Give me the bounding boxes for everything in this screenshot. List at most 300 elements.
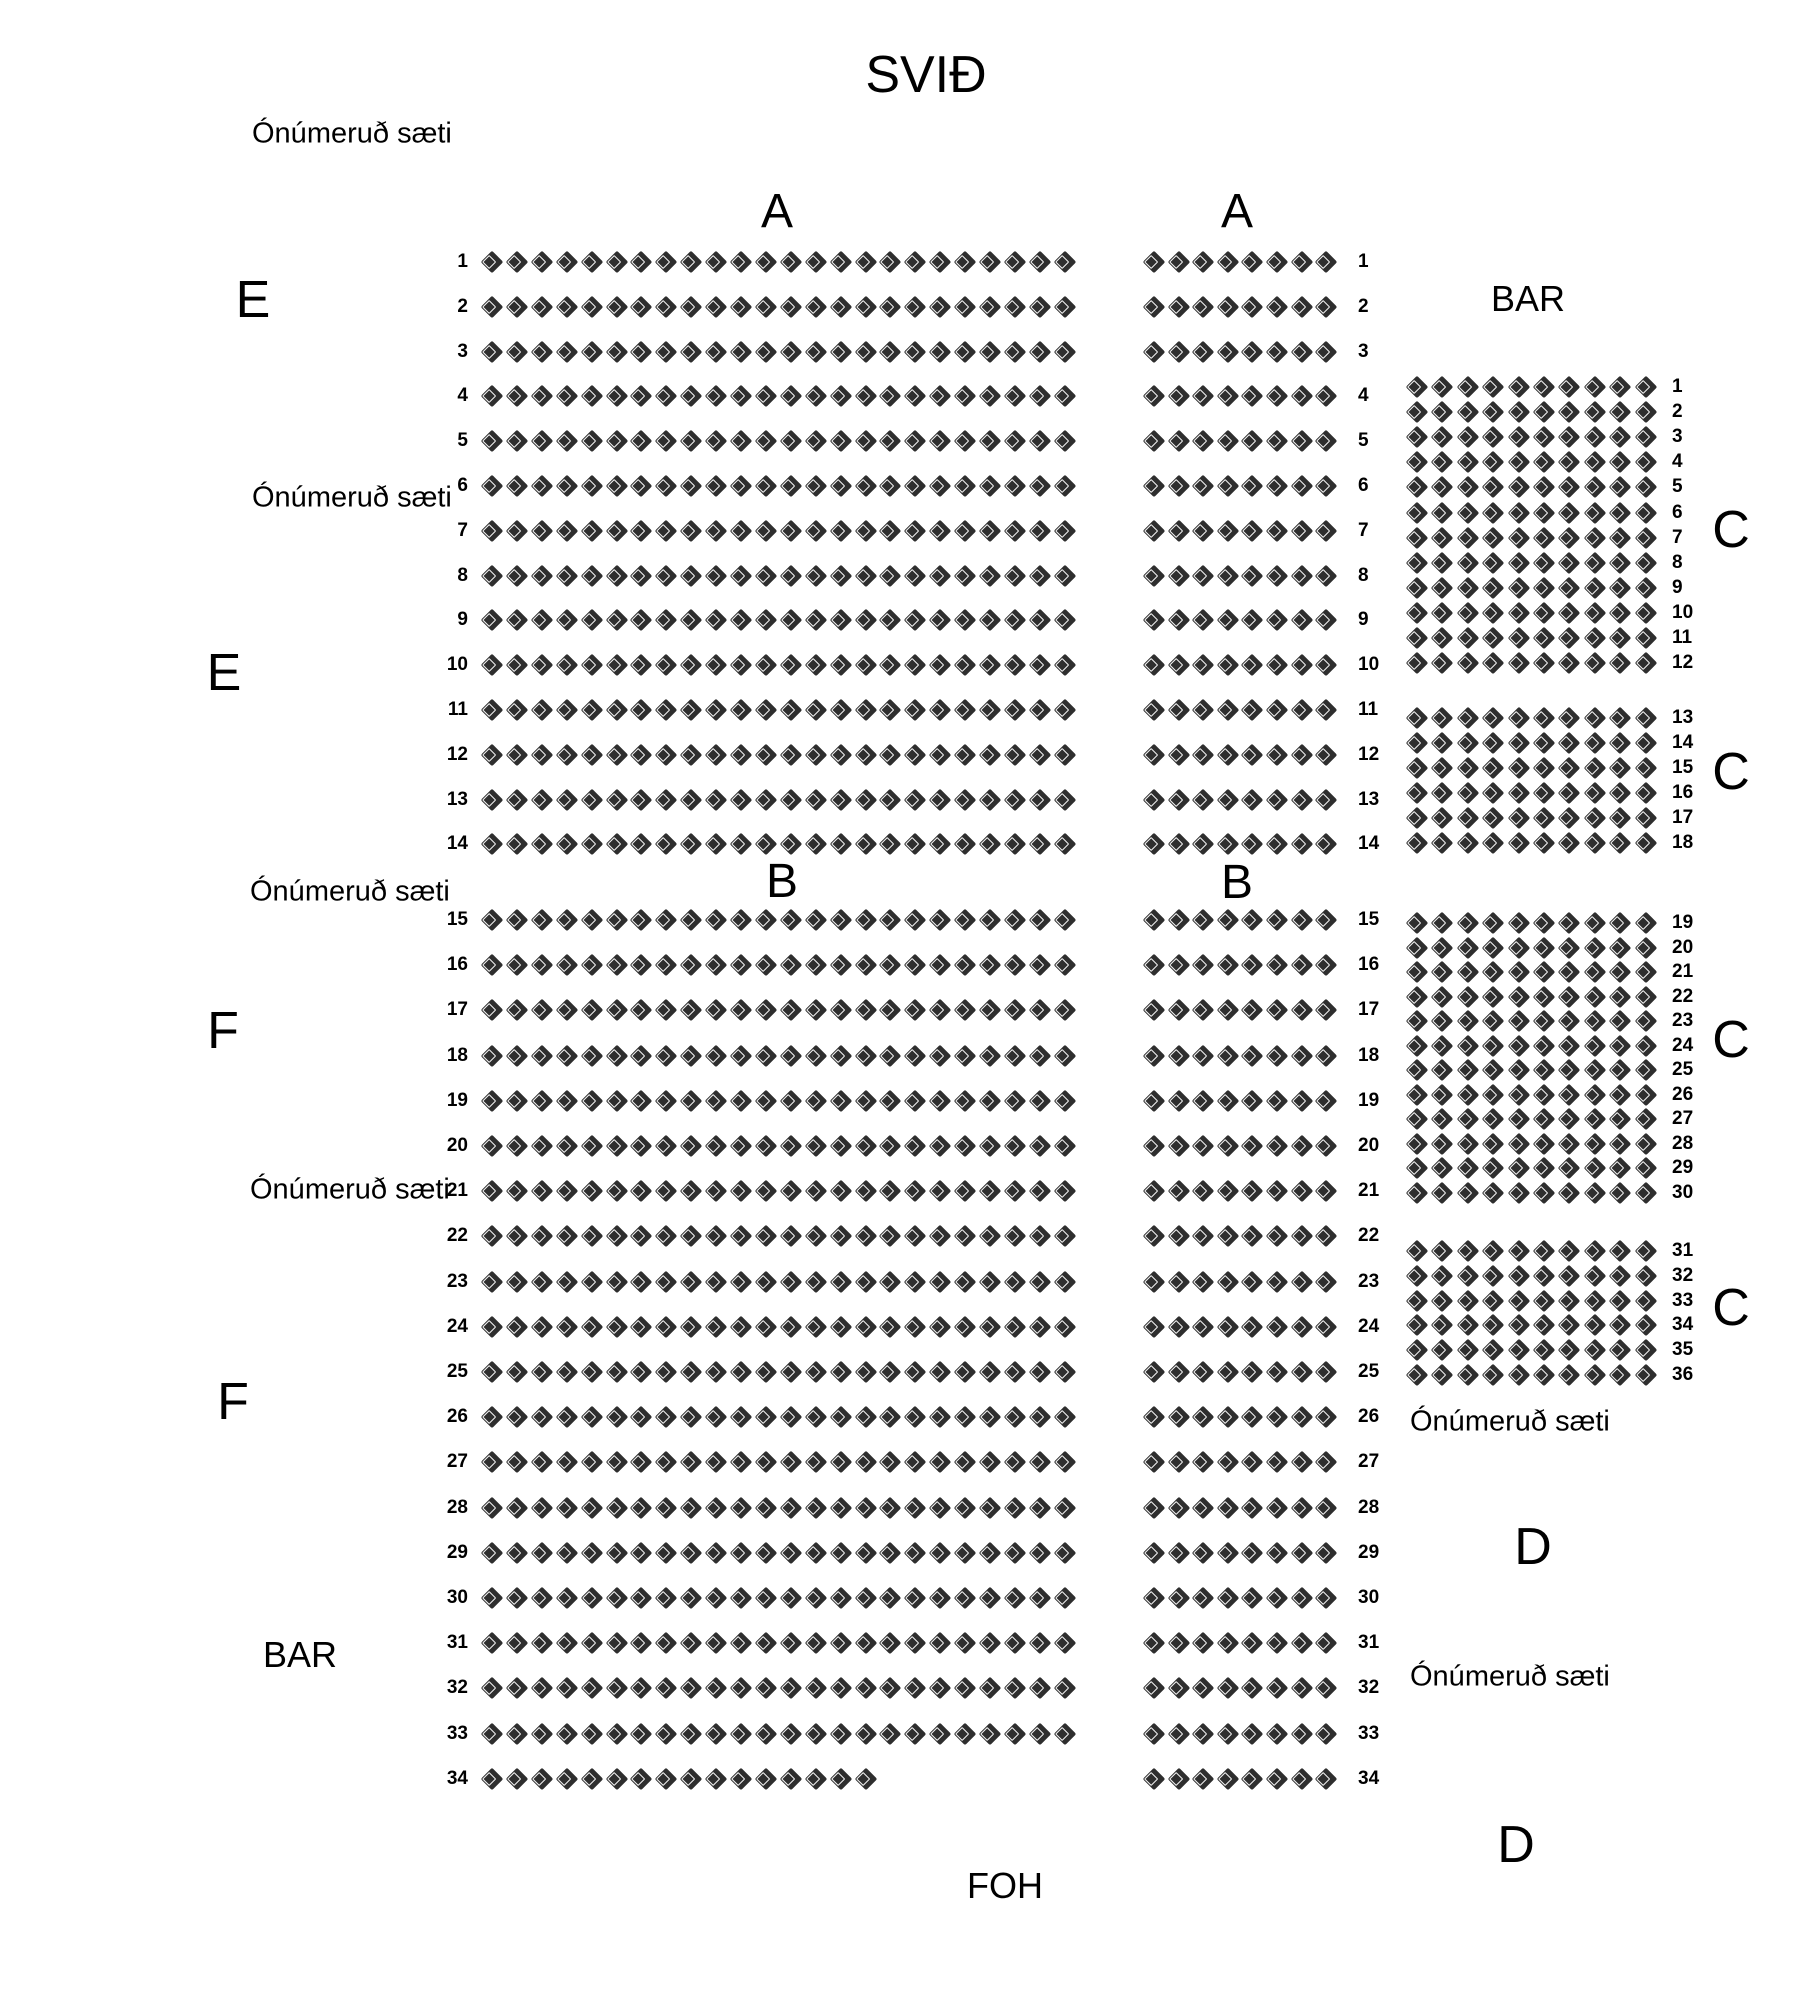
seat-AB-left-row32-6[interactable]	[605, 1677, 628, 1700]
seat-AB-left-row6-11[interactable]	[730, 475, 753, 498]
seat-C-block-1-row6-1[interactable]	[1406, 501, 1429, 524]
seat-C-block-1-row1-3[interactable]	[1456, 376, 1479, 399]
seat-AB-middle-row15-2[interactable]	[1167, 909, 1190, 932]
seat-AB-left-row1-14[interactable]	[804, 251, 827, 274]
seat-AB-left-row25-22[interactable]	[1004, 1361, 1027, 1384]
seat-C-block-3-row27-10[interactable]	[1634, 1108, 1657, 1131]
seat-AB-left-row32-3[interactable]	[530, 1677, 553, 1700]
seat-AB-left-row9-8[interactable]	[655, 609, 678, 632]
seat-AB-left-row21-1[interactable]	[481, 1180, 504, 1203]
seat-AB-left-row7-7[interactable]	[630, 519, 653, 542]
seat-C-block-1-row6-4[interactable]	[1482, 501, 1505, 524]
seat-AB-middle-row13-4[interactable]	[1216, 788, 1239, 811]
seat-AB-left-row24-4[interactable]	[555, 1315, 578, 1338]
seat-C-block-1-row7-8[interactable]	[1583, 526, 1606, 549]
seat-AB-left-row12-18[interactable]	[904, 743, 927, 766]
seat-AB-left-row30-16[interactable]	[854, 1587, 877, 1610]
seat-AB-left-row6-23[interactable]	[1028, 475, 1051, 498]
seat-AB-middle-row21-3[interactable]	[1192, 1180, 1215, 1203]
seat-C-block-3-row26-6[interactable]	[1533, 1083, 1556, 1106]
seat-AB-middle-row8-6[interactable]	[1266, 564, 1289, 587]
seat-AB-left-row28-20[interactable]	[954, 1496, 977, 1519]
seat-C-block-1-row8-10[interactable]	[1634, 551, 1657, 574]
seat-C-block-1-row6-9[interactable]	[1609, 501, 1632, 524]
seat-AB-left-row21-23[interactable]	[1028, 1180, 1051, 1203]
seat-AB-left-row23-5[interactable]	[580, 1270, 603, 1293]
seat-AB-left-row24-1[interactable]	[481, 1315, 504, 1338]
seat-AB-left-row2-23[interactable]	[1028, 295, 1051, 318]
seat-C-block-3-row21-7[interactable]	[1558, 961, 1581, 984]
seat-C-block-3-row20-2[interactable]	[1431, 936, 1454, 959]
seat-AB-middle-row27-1[interactable]	[1143, 1451, 1166, 1474]
seat-AB-left-row23-20[interactable]	[954, 1270, 977, 1293]
seat-AB-left-row19-2[interactable]	[506, 1089, 529, 1112]
seat-AB-left-row19-1[interactable]	[481, 1089, 504, 1112]
seat-C-block-3-row26-3[interactable]	[1456, 1083, 1479, 1106]
seat-C-block-4-row35-7[interactable]	[1558, 1339, 1581, 1362]
seat-C-block-2-row16-5[interactable]	[1507, 782, 1530, 805]
seat-C-block-3-row21-3[interactable]	[1456, 961, 1479, 984]
seat-AB-left-row34-4[interactable]	[555, 1767, 578, 1790]
seat-C-block-3-row22-4[interactable]	[1482, 985, 1505, 1008]
seat-C-block-3-row22-9[interactable]	[1609, 985, 1632, 1008]
seat-AB-middle-row12-6[interactable]	[1266, 743, 1289, 766]
seat-AB-left-row11-22[interactable]	[1004, 699, 1027, 722]
seat-AB-left-row18-14[interactable]	[804, 1044, 827, 1067]
seat-C-block-1-row4-5[interactable]	[1507, 451, 1530, 474]
seat-AB-left-row13-22[interactable]	[1004, 788, 1027, 811]
seat-AB-middle-row20-4[interactable]	[1216, 1135, 1239, 1158]
seat-C-block-1-row3-4[interactable]	[1482, 426, 1505, 449]
seat-C-block-4-row32-1[interactable]	[1406, 1264, 1429, 1287]
seat-AB-middle-row28-3[interactable]	[1192, 1496, 1215, 1519]
seat-AB-left-row28-1[interactable]	[481, 1496, 504, 1519]
seat-AB-left-row33-21[interactable]	[979, 1722, 1002, 1745]
seat-AB-left-row29-8[interactable]	[655, 1541, 678, 1564]
seat-AB-left-row28-4[interactable]	[555, 1496, 578, 1519]
seat-C-block-4-row34-4[interactable]	[1482, 1314, 1505, 1337]
seat-AB-middle-row5-3[interactable]	[1192, 430, 1215, 453]
seat-C-block-3-row27-4[interactable]	[1482, 1108, 1505, 1131]
seat-AB-left-row8-4[interactable]	[555, 564, 578, 587]
seat-AB-middle-row15-1[interactable]	[1143, 909, 1166, 932]
seat-AB-left-row22-10[interactable]	[705, 1225, 728, 1248]
seat-C-block-3-row19-8[interactable]	[1583, 912, 1606, 935]
seat-C-block-1-row3-10[interactable]	[1634, 426, 1657, 449]
seat-C-block-3-row22-1[interactable]	[1406, 985, 1429, 1008]
seat-AB-left-row4-24[interactable]	[1053, 385, 1076, 408]
seat-AB-left-row29-17[interactable]	[879, 1541, 902, 1564]
seat-AB-left-row26-13[interactable]	[779, 1406, 802, 1429]
seat-AB-middle-row8-3[interactable]	[1192, 564, 1215, 587]
seat-C-block-2-row18-2[interactable]	[1431, 832, 1454, 855]
seat-AB-middle-row6-3[interactable]	[1192, 475, 1215, 498]
seat-AB-left-row7-12[interactable]	[755, 519, 778, 542]
seat-C-block-2-row13-9[interactable]	[1609, 707, 1632, 730]
seat-C-block-3-row30-2[interactable]	[1431, 1181, 1454, 1204]
seat-AB-left-row17-21[interactable]	[979, 999, 1002, 1022]
seat-AB-left-row24-13[interactable]	[779, 1315, 802, 1338]
seat-AB-left-row33-10[interactable]	[705, 1722, 728, 1745]
seat-C-block-3-row29-1[interactable]	[1406, 1157, 1429, 1180]
seat-AB-middle-row5-1[interactable]	[1143, 430, 1166, 453]
seat-AB-left-row30-17[interactable]	[879, 1587, 902, 1610]
seat-AB-left-row31-16[interactable]	[854, 1632, 877, 1655]
seat-AB-left-row18-21[interactable]	[979, 1044, 1002, 1067]
seat-AB-left-row29-6[interactable]	[605, 1541, 628, 1564]
seat-AB-middle-row19-6[interactable]	[1266, 1089, 1289, 1112]
seat-AB-left-row12-20[interactable]	[954, 743, 977, 766]
seat-AB-middle-row31-7[interactable]	[1290, 1632, 1313, 1655]
seat-AB-middle-row2-3[interactable]	[1192, 295, 1215, 318]
seat-C-block-2-row18-8[interactable]	[1583, 832, 1606, 855]
seat-AB-left-row34-6[interactable]	[605, 1767, 628, 1790]
seat-C-block-3-row23-4[interactable]	[1482, 1010, 1505, 1033]
seat-AB-left-row23-14[interactable]	[804, 1270, 827, 1293]
seat-AB-left-row30-12[interactable]	[755, 1587, 778, 1610]
seat-C-block-1-row3-2[interactable]	[1431, 426, 1454, 449]
seat-AB-middle-row34-4[interactable]	[1216, 1767, 1239, 1790]
seat-AB-left-row26-6[interactable]	[605, 1406, 628, 1429]
seat-AB-middle-row22-6[interactable]	[1266, 1225, 1289, 1248]
seat-C-block-2-row18-7[interactable]	[1558, 832, 1581, 855]
seat-AB-left-row10-11[interactable]	[730, 654, 753, 677]
seat-AB-middle-row19-1[interactable]	[1143, 1089, 1166, 1112]
seat-AB-middle-row16-2[interactable]	[1167, 954, 1190, 977]
seat-AB-left-row20-6[interactable]	[605, 1135, 628, 1158]
seat-C-block-2-row13-10[interactable]	[1634, 707, 1657, 730]
seat-AB-left-row22-13[interactable]	[779, 1225, 802, 1248]
seat-AB-left-row3-14[interactable]	[804, 340, 827, 363]
seat-C-block-3-row26-1[interactable]	[1406, 1083, 1429, 1106]
seat-AB-left-row20-24[interactable]	[1053, 1135, 1076, 1158]
seat-AB-middle-row16-5[interactable]	[1241, 954, 1264, 977]
seat-AB-left-row8-5[interactable]	[580, 564, 603, 587]
seat-AB-left-row17-1[interactable]	[481, 999, 504, 1022]
seat-AB-middle-row33-5[interactable]	[1241, 1722, 1264, 1745]
seat-C-block-1-row11-10[interactable]	[1634, 627, 1657, 650]
seat-AB-left-row7-23[interactable]	[1028, 519, 1051, 542]
seat-AB-left-row8-9[interactable]	[680, 564, 703, 587]
seat-AB-left-row31-8[interactable]	[655, 1632, 678, 1655]
seat-AB-left-row17-10[interactable]	[705, 999, 728, 1022]
seat-AB-left-row19-8[interactable]	[655, 1089, 678, 1112]
seat-C-block-1-row12-7[interactable]	[1558, 652, 1581, 675]
seat-C-block-2-row15-9[interactable]	[1609, 757, 1632, 780]
seat-AB-left-row10-22[interactable]	[1004, 654, 1027, 677]
seat-AB-left-row7-22[interactable]	[1004, 519, 1027, 542]
seat-C-block-4-row35-10[interactable]	[1634, 1339, 1657, 1362]
seat-AB-middle-row16-6[interactable]	[1266, 954, 1289, 977]
seat-C-block-2-row15-8[interactable]	[1583, 757, 1606, 780]
seat-AB-middle-row14-4[interactable]	[1216, 833, 1239, 856]
seat-AB-middle-row25-1[interactable]	[1143, 1361, 1166, 1384]
seat-AB-left-row16-22[interactable]	[1004, 954, 1027, 977]
seat-AB-left-row11-3[interactable]	[530, 699, 553, 722]
seat-AB-middle-row29-4[interactable]	[1216, 1541, 1239, 1564]
seat-AB-left-row6-1[interactable]	[481, 475, 504, 498]
seat-C-block-2-row16-1[interactable]	[1406, 782, 1429, 805]
seat-C-block-3-row25-4[interactable]	[1482, 1059, 1505, 1082]
seat-AB-left-row6-13[interactable]	[779, 475, 802, 498]
seat-AB-left-row23-21[interactable]	[979, 1270, 1002, 1293]
seat-AB-left-row1-3[interactable]	[530, 251, 553, 274]
seat-C-block-1-row3-3[interactable]	[1456, 426, 1479, 449]
seat-AB-middle-row20-7[interactable]	[1290, 1135, 1313, 1158]
seat-AB-left-row11-10[interactable]	[705, 699, 728, 722]
seat-C-block-1-row1-2[interactable]	[1431, 376, 1454, 399]
seat-AB-middle-row23-3[interactable]	[1192, 1270, 1215, 1293]
seat-AB-left-row34-11[interactable]	[730, 1767, 753, 1790]
seat-C-block-3-row26-8[interactable]	[1583, 1083, 1606, 1106]
seat-AB-left-row19-24[interactable]	[1053, 1089, 1076, 1112]
seat-AB-left-row7-3[interactable]	[530, 519, 553, 542]
seat-AB-left-row15-14[interactable]	[804, 909, 827, 932]
seat-AB-left-row15-23[interactable]	[1028, 909, 1051, 932]
seat-AB-left-row16-11[interactable]	[730, 954, 753, 977]
seat-AB-left-row32-13[interactable]	[779, 1677, 802, 1700]
seat-AB-left-row19-16[interactable]	[854, 1089, 877, 1112]
seat-AB-left-row3-2[interactable]	[506, 340, 529, 363]
seat-AB-left-row29-10[interactable]	[705, 1541, 728, 1564]
seat-AB-left-row12-2[interactable]	[506, 743, 529, 766]
seat-AB-left-row30-21[interactable]	[979, 1587, 1002, 1610]
seat-AB-middle-row8-8[interactable]	[1315, 564, 1338, 587]
seat-AB-left-row24-2[interactable]	[506, 1315, 529, 1338]
seat-AB-left-row3-6[interactable]	[605, 340, 628, 363]
seat-AB-middle-row6-7[interactable]	[1290, 475, 1313, 498]
seat-AB-left-row33-13[interactable]	[779, 1722, 802, 1745]
seat-AB-middle-row10-5[interactable]	[1241, 654, 1264, 677]
seat-AB-middle-row16-8[interactable]	[1315, 954, 1338, 977]
seat-AB-left-row31-3[interactable]	[530, 1632, 553, 1655]
seat-AB-left-row21-24[interactable]	[1053, 1180, 1076, 1203]
seat-C-block-1-row7-4[interactable]	[1482, 526, 1505, 549]
seat-AB-left-row33-2[interactable]	[506, 1722, 529, 1745]
seat-AB-left-row29-24[interactable]	[1053, 1541, 1076, 1564]
seat-C-block-1-row4-8[interactable]	[1583, 451, 1606, 474]
seat-AB-left-row1-4[interactable]	[555, 251, 578, 274]
seat-AB-middle-row34-8[interactable]	[1315, 1767, 1338, 1790]
seat-AB-left-row32-17[interactable]	[879, 1677, 902, 1700]
seat-AB-left-row28-2[interactable]	[506, 1496, 529, 1519]
seat-AB-left-row11-7[interactable]	[630, 699, 653, 722]
seat-C-block-4-row31-3[interactable]	[1456, 1240, 1479, 1263]
seat-C-block-1-row12-10[interactable]	[1634, 652, 1657, 675]
seat-AB-left-row17-13[interactable]	[779, 999, 802, 1022]
seat-AB-left-row28-9[interactable]	[680, 1496, 703, 1519]
seat-AB-left-row4-10[interactable]	[705, 385, 728, 408]
seat-AB-left-row24-8[interactable]	[655, 1315, 678, 1338]
seat-C-block-1-row4-7[interactable]	[1558, 451, 1581, 474]
seat-AB-left-row29-20[interactable]	[954, 1541, 977, 1564]
seat-AB-left-row23-4[interactable]	[555, 1270, 578, 1293]
seat-AB-left-row29-9[interactable]	[680, 1541, 703, 1564]
seat-C-block-1-row6-10[interactable]	[1634, 501, 1657, 524]
seat-AB-left-row25-23[interactable]	[1028, 1361, 1051, 1384]
seat-AB-left-row25-12[interactable]	[755, 1361, 778, 1384]
seat-AB-left-row14-17[interactable]	[879, 833, 902, 856]
seat-AB-left-row29-21[interactable]	[979, 1541, 1002, 1564]
seat-C-block-3-row25-8[interactable]	[1583, 1059, 1606, 1082]
seat-AB-left-row20-11[interactable]	[730, 1135, 753, 1158]
seat-AB-left-row26-15[interactable]	[829, 1406, 852, 1429]
seat-AB-middle-row12-4[interactable]	[1216, 743, 1239, 766]
seat-AB-left-row28-15[interactable]	[829, 1496, 852, 1519]
seat-AB-left-row3-7[interactable]	[630, 340, 653, 363]
seat-AB-left-row17-5[interactable]	[580, 999, 603, 1022]
seat-AB-left-row1-10[interactable]	[705, 251, 728, 274]
seat-AB-left-row2-15[interactable]	[829, 295, 852, 318]
seat-AB-left-row15-16[interactable]	[854, 909, 877, 932]
seat-AB-middle-row11-2[interactable]	[1167, 699, 1190, 722]
seat-C-block-1-row9-6[interactable]	[1533, 576, 1556, 599]
seat-AB-left-row24-10[interactable]	[705, 1315, 728, 1338]
seat-AB-left-row6-9[interactable]	[680, 475, 703, 498]
seat-C-block-3-row21-5[interactable]	[1507, 961, 1530, 984]
seat-AB-middle-row33-2[interactable]	[1167, 1722, 1190, 1745]
seat-AB-middle-row14-6[interactable]	[1266, 833, 1289, 856]
seat-AB-left-row8-23[interactable]	[1028, 564, 1051, 587]
seat-C-block-3-row21-4[interactable]	[1482, 961, 1505, 984]
seat-C-block-2-row17-10[interactable]	[1634, 807, 1657, 830]
seat-AB-left-row18-11[interactable]	[730, 1044, 753, 1067]
seat-AB-middle-row25-6[interactable]	[1266, 1361, 1289, 1384]
seat-C-block-1-row11-2[interactable]	[1431, 627, 1454, 650]
seat-AB-left-row14-11[interactable]	[730, 833, 753, 856]
seat-AB-left-row26-18[interactable]	[904, 1406, 927, 1429]
seat-C-block-1-row3-8[interactable]	[1583, 426, 1606, 449]
seat-AB-left-row16-15[interactable]	[829, 954, 852, 977]
seat-AB-left-row11-12[interactable]	[755, 699, 778, 722]
seat-AB-middle-row34-7[interactable]	[1290, 1767, 1313, 1790]
seat-AB-left-row21-15[interactable]	[829, 1180, 852, 1203]
seat-AB-left-row21-13[interactable]	[779, 1180, 802, 1203]
seat-AB-left-row30-1[interactable]	[481, 1587, 504, 1610]
seat-AB-left-row4-15[interactable]	[829, 385, 852, 408]
seat-AB-left-row28-17[interactable]	[879, 1496, 902, 1519]
seat-C-block-2-row18-3[interactable]	[1456, 832, 1479, 855]
seat-AB-left-row18-6[interactable]	[605, 1044, 628, 1067]
seat-C-block-3-row19-9[interactable]	[1609, 912, 1632, 935]
seat-AB-left-row11-21[interactable]	[979, 699, 1002, 722]
seat-AB-left-row2-10[interactable]	[705, 295, 728, 318]
seat-C-block-3-row28-9[interactable]	[1609, 1132, 1632, 1155]
seat-AB-middle-row30-2[interactable]	[1167, 1587, 1190, 1610]
seat-AB-left-row31-2[interactable]	[506, 1632, 529, 1655]
seat-AB-middle-row3-2[interactable]	[1167, 340, 1190, 363]
seat-AB-left-row6-21[interactable]	[979, 475, 1002, 498]
seat-C-block-1-row4-9[interactable]	[1609, 451, 1632, 474]
seat-AB-left-row2-20[interactable]	[954, 295, 977, 318]
seat-AB-left-row22-24[interactable]	[1053, 1225, 1076, 1248]
seat-AB-middle-row31-6[interactable]	[1266, 1632, 1289, 1655]
seat-AB-left-row2-2[interactable]	[506, 295, 529, 318]
seat-C-block-3-row30-3[interactable]	[1456, 1181, 1479, 1204]
seat-AB-middle-row27-5[interactable]	[1241, 1451, 1264, 1474]
seat-C-block-3-row24-2[interactable]	[1431, 1034, 1454, 1057]
seat-AB-left-row16-7[interactable]	[630, 954, 653, 977]
seat-AB-left-row27-21[interactable]	[979, 1451, 1002, 1474]
seat-AB-left-row22-18[interactable]	[904, 1225, 927, 1248]
seat-AB-left-row20-19[interactable]	[929, 1135, 952, 1158]
seat-C-block-3-row23-8[interactable]	[1583, 1010, 1606, 1033]
seat-AB-left-row18-10[interactable]	[705, 1044, 728, 1067]
seat-AB-left-row7-24[interactable]	[1053, 519, 1076, 542]
seat-C-block-3-row29-2[interactable]	[1431, 1157, 1454, 1180]
seat-AB-left-row18-18[interactable]	[904, 1044, 927, 1067]
seat-AB-left-row3-3[interactable]	[530, 340, 553, 363]
seat-AB-left-row27-14[interactable]	[804, 1451, 827, 1474]
seat-AB-left-row10-2[interactable]	[506, 654, 529, 677]
seat-AB-left-row28-18[interactable]	[904, 1496, 927, 1519]
seat-AB-left-row8-7[interactable]	[630, 564, 653, 587]
seat-AB-left-row17-22[interactable]	[1004, 999, 1027, 1022]
seat-AB-left-row20-17[interactable]	[879, 1135, 902, 1158]
seat-AB-left-row13-5[interactable]	[580, 788, 603, 811]
seat-AB-left-row31-1[interactable]	[481, 1632, 504, 1655]
seat-AB-middle-row1-2[interactable]	[1167, 251, 1190, 274]
seat-AB-left-row33-1[interactable]	[481, 1722, 504, 1745]
seat-AB-left-row19-23[interactable]	[1028, 1089, 1051, 1112]
seat-AB-left-row22-2[interactable]	[506, 1225, 529, 1248]
seat-AB-middle-row33-8[interactable]	[1315, 1722, 1338, 1745]
seat-AB-left-row23-19[interactable]	[929, 1270, 952, 1293]
seat-C-block-4-row36-10[interactable]	[1634, 1364, 1657, 1387]
seat-AB-middle-row12-5[interactable]	[1241, 743, 1264, 766]
seat-AB-left-row15-6[interactable]	[605, 909, 628, 932]
seat-AB-middle-row24-7[interactable]	[1290, 1315, 1313, 1338]
seat-AB-left-row1-21[interactable]	[979, 251, 1002, 274]
seat-C-block-1-row12-3[interactable]	[1456, 652, 1479, 675]
seat-AB-middle-row22-3[interactable]	[1192, 1225, 1215, 1248]
seat-AB-middle-row4-1[interactable]	[1143, 385, 1166, 408]
seat-AB-middle-row2-4[interactable]	[1216, 295, 1239, 318]
seat-C-block-3-row27-2[interactable]	[1431, 1108, 1454, 1131]
seat-C-block-3-row23-1[interactable]	[1406, 1010, 1429, 1033]
seat-AB-middle-row8-2[interactable]	[1167, 564, 1190, 587]
seat-C-block-1-row6-6[interactable]	[1533, 501, 1556, 524]
seat-AB-left-row27-3[interactable]	[530, 1451, 553, 1474]
seat-AB-left-row16-8[interactable]	[655, 954, 678, 977]
seat-AB-middle-row18-4[interactable]	[1216, 1044, 1239, 1067]
seat-AB-left-row21-19[interactable]	[929, 1180, 952, 1203]
seat-C-block-2-row17-6[interactable]	[1533, 807, 1556, 830]
seat-AB-middle-row3-7[interactable]	[1290, 340, 1313, 363]
seat-AB-left-row20-21[interactable]	[979, 1135, 1002, 1158]
seat-AB-left-row18-16[interactable]	[854, 1044, 877, 1067]
seat-C-block-1-row10-7[interactable]	[1558, 602, 1581, 625]
seat-AB-left-row14-20[interactable]	[954, 833, 977, 856]
seat-AB-middle-row15-7[interactable]	[1290, 909, 1313, 932]
seat-AB-left-row19-14[interactable]	[804, 1089, 827, 1112]
seat-AB-middle-row22-7[interactable]	[1290, 1225, 1313, 1248]
seat-AB-left-row32-8[interactable]	[655, 1677, 678, 1700]
seat-AB-left-row12-17[interactable]	[879, 743, 902, 766]
seat-AB-left-row22-17[interactable]	[879, 1225, 902, 1248]
seat-AB-left-row14-3[interactable]	[530, 833, 553, 856]
seat-AB-left-row26-20[interactable]	[954, 1406, 977, 1429]
seat-AB-middle-row1-5[interactable]	[1241, 251, 1264, 274]
seat-AB-left-row23-8[interactable]	[655, 1270, 678, 1293]
seat-AB-middle-row7-3[interactable]	[1192, 519, 1215, 542]
seat-AB-left-row15-3[interactable]	[530, 909, 553, 932]
seat-AB-left-row21-14[interactable]	[804, 1180, 827, 1203]
seat-AB-middle-row5-6[interactable]	[1266, 430, 1289, 453]
seat-C-block-3-row19-1[interactable]	[1406, 912, 1429, 935]
seat-AB-middle-row5-2[interactable]	[1167, 430, 1190, 453]
seat-C-block-2-row14-10[interactable]	[1634, 732, 1657, 755]
